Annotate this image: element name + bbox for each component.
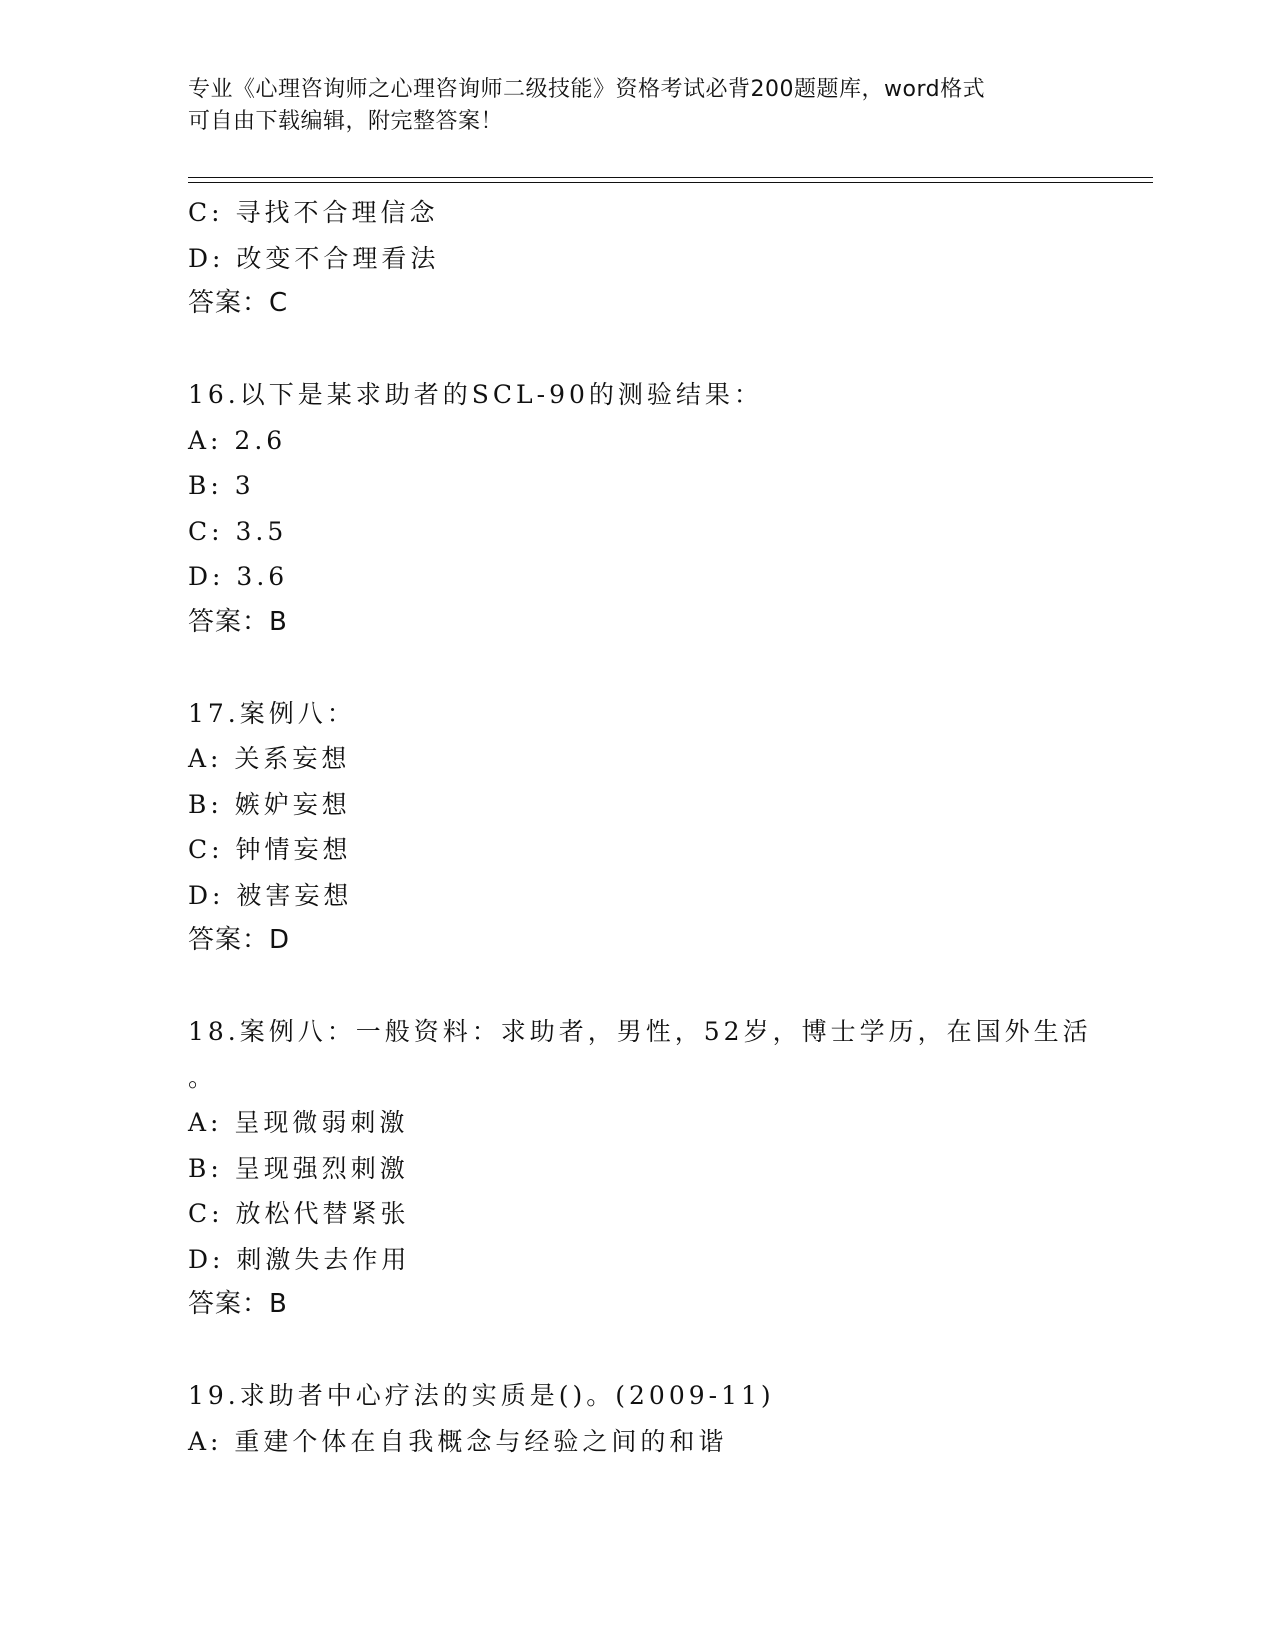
option-d: D: 被害妄想 <box>188 880 353 910</box>
question-15-continued <box>188 190 1088 327</box>
option-a: A: 重建个体在自我概念与经验之间的和谐 <box>188 1426 728 1456</box>
question-19 <box>188 1373 1088 1464</box>
answer-line: 答案：D <box>188 925 291 955</box>
document-header <box>188 74 1088 138</box>
answer-line: 答案：B <box>188 1289 288 1319</box>
question-stem: 17.案例八： <box>188 698 356 728</box>
option-d: D: 改变不合理看法 <box>188 243 440 273</box>
question-stem-end: 。 <box>188 1062 214 1092</box>
question-17 <box>188 691 1088 964</box>
option-d: D: 刺激失去作用 <box>188 1244 411 1274</box>
option-b: B: 呈现强烈刺激 <box>188 1153 409 1183</box>
option-a: A: 关系妄想 <box>188 744 351 773</box>
question-18 <box>188 1009 1092 1328</box>
question-list <box>188 190 1092 1464</box>
spacer <box>188 645 1088 691</box>
answer-line: 答案：C <box>188 288 289 318</box>
answer-line: 答案：B <box>188 606 288 637</box>
question-stem: 19.求助者中心疗法的实质是()。(2009-11) <box>188 1381 775 1410</box>
option-d: D: 3.6 <box>188 562 289 591</box>
header-title-line-1: 专业《心理咨询师之心理咨询师二级技能》资格考试必背200题题库，word格式 <box>188 77 986 102</box>
question-stem: 16.以下是某求助者的SCL-90的测验结果： <box>188 380 763 409</box>
option-b: B: 3 <box>188 471 255 500</box>
option-c: C: 3.5 <box>188 516 288 546</box>
spacer <box>188 964 1088 1010</box>
question-16 <box>188 372 1088 645</box>
option-c: C: 寻找不合理信念 <box>188 198 439 227</box>
option-b: B: 嫉妒妄想 <box>188 789 351 819</box>
question-stem: 18.案例八：一般资料：求助者，男性，52岁，博士学历，在国外生活 <box>188 1017 1092 1046</box>
spacer <box>188 327 1088 373</box>
option-c: C: 放松代替紧张 <box>188 1199 410 1228</box>
option-a: A: 2.6 <box>188 425 287 455</box>
option-a: A: 呈现微弱刺激 <box>188 1108 409 1137</box>
option-c: C: 钟情妄想 <box>188 835 352 864</box>
spacer <box>188 1328 1088 1374</box>
header-divider-bottom <box>188 182 1153 183</box>
header-divider-top <box>188 177 1153 178</box>
header-title-line-2: 可自由下载编辑，附完整答案！ <box>188 109 504 134</box>
